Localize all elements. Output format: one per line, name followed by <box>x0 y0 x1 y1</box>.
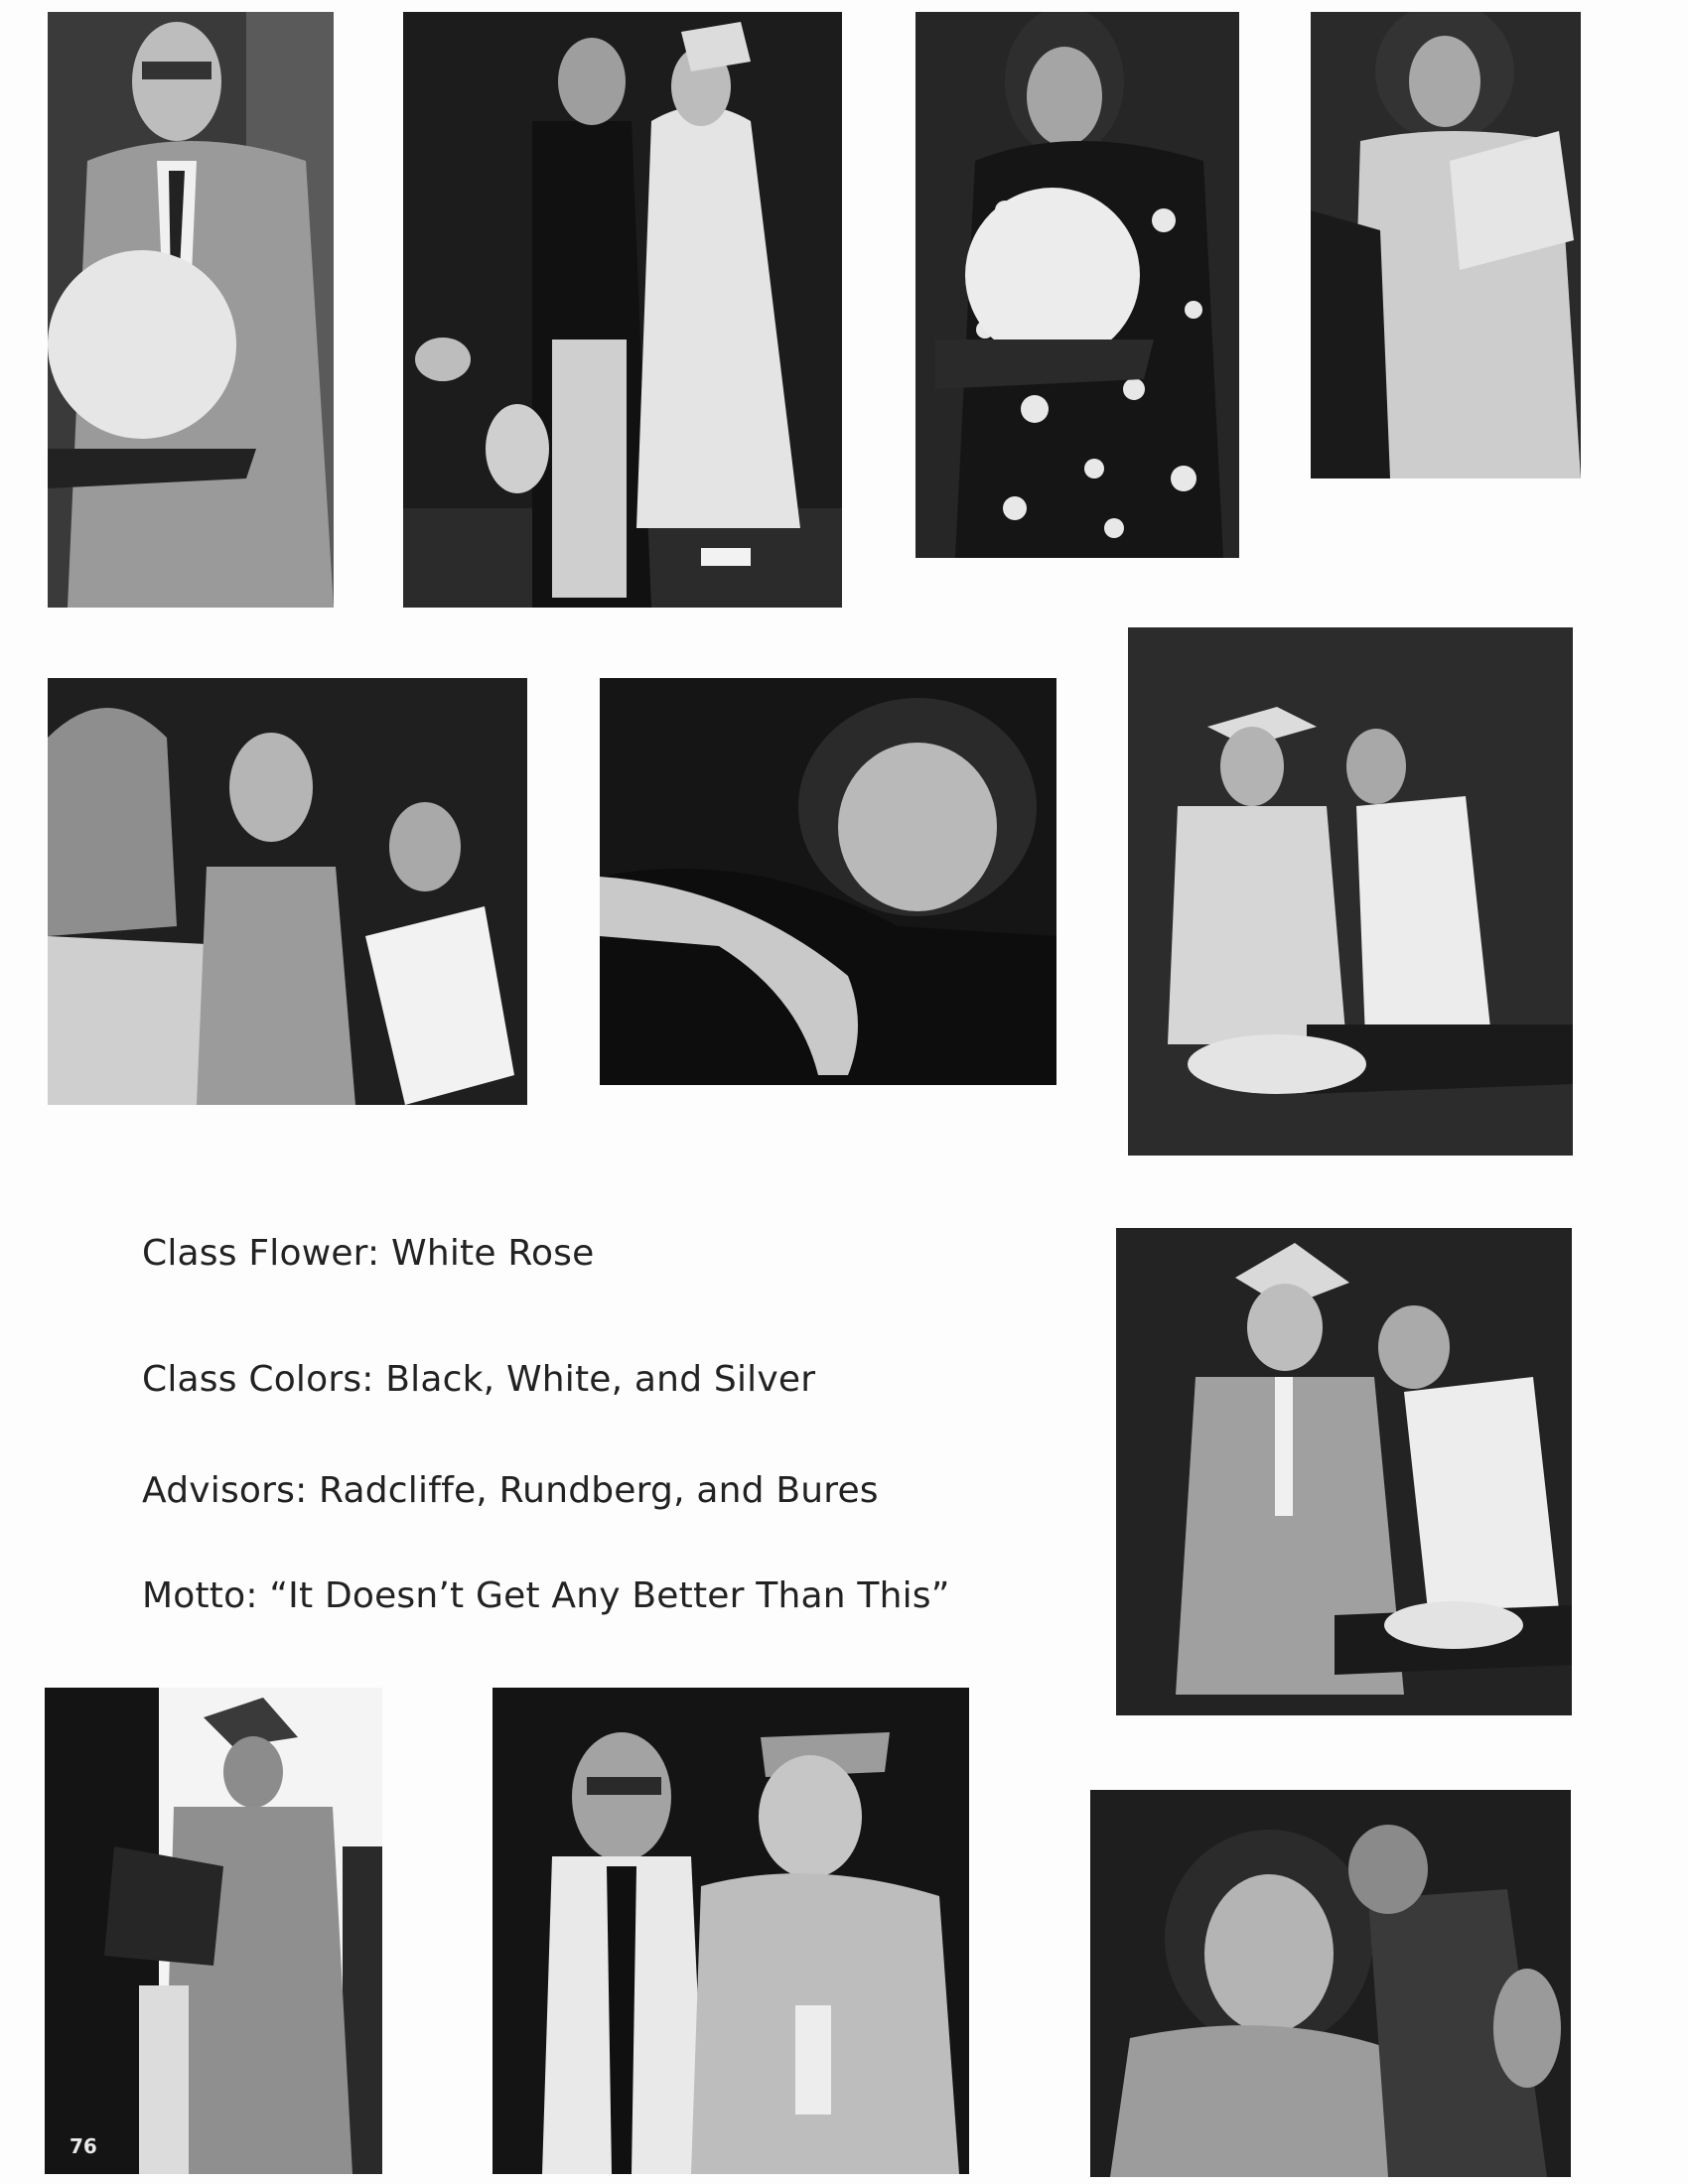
motto-text: Motto: “It Doesn’t Get Any Better Than This” <box>142 1575 950 1616</box>
class-flower-text: Class Flower: White Rose <box>142 1233 595 1274</box>
photo-graduate-smiling <box>48 678 527 1105</box>
photo-woman-floral-dress <box>915 12 1239 558</box>
photo-graduate-on-stage <box>45 1688 382 2174</box>
photo-graduate-with-cap <box>1311 12 1581 478</box>
photo-teacher-and-graduate <box>492 1688 969 2174</box>
class-colors-text: Class Colors: Black, White, and Silver <box>142 1359 816 1400</box>
advisors-text: Advisors: Radcliffe, Rundberg, and Bures <box>142 1470 879 1511</box>
page-number: 76 <box>70 2134 97 2158</box>
photo-graduate-curly-hair <box>1090 1790 1571 2177</box>
photo-graduate-receiving-rose <box>1116 1228 1572 1715</box>
photo-man-with-balloon <box>48 12 334 608</box>
photo-graduate-at-table <box>1128 627 1573 1156</box>
photo-graduate-handshake <box>403 12 842 608</box>
photo-hug <box>600 678 1056 1085</box>
